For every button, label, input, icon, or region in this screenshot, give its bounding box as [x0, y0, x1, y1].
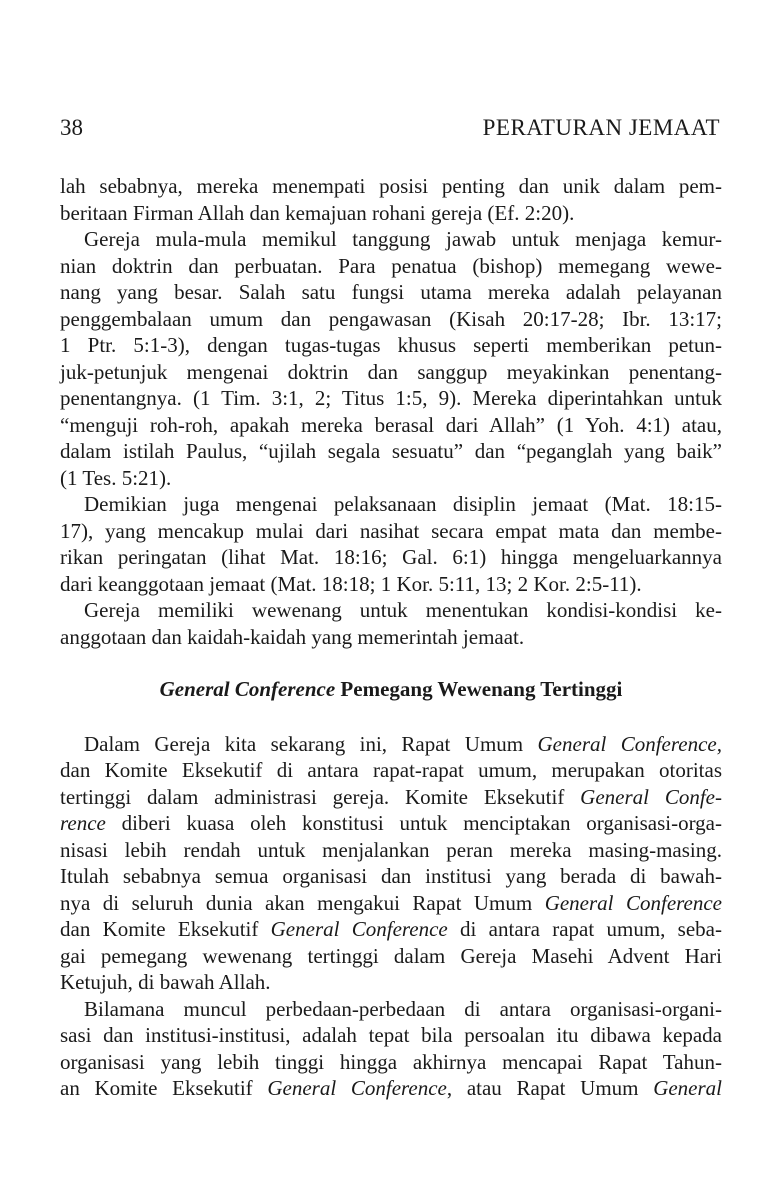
text-run: nya di seluruh dunia akan mengakui Rapat Umum	[60, 890, 545, 915]
italic-run: rence	[60, 811, 106, 835]
text-line: 17), yang mencakup mulai dari nasihat secara empat mata dan membe-	[60, 518, 722, 543]
spacer	[60, 650, 722, 676]
text-line: dalam istilah Paulus, “ujilah segala sesuatu” dan “peganglah yang baik”	[60, 439, 722, 463]
text-line	[60, 890, 722, 917]
text-line: penggembalaan umum dan pengawasan (Kisah 20:17-28; Ibr. 13:17;	[60, 306, 722, 331]
paragraph	[60, 226, 722, 491]
paragraph	[60, 996, 722, 1102]
text-line: beritaan Firman Allah dan kemajuan rohani gereja (Ef. 2:20).	[60, 200, 575, 225]
text-line: juk-petunjuk mengenai doktrin dan sanggup meyakinkan penentang-	[60, 359, 722, 384]
text-line: gai pemegang wewenang tertinggi dalam Gereja Masehi Advent Hari	[60, 943, 722, 968]
body-text	[60, 173, 722, 1102]
heading-rest: Pemegang Wewenang Tertinggi	[335, 677, 623, 701]
text-line: nian doktrin dan perbuatan. Para penatua (bishop) memegang wewe-	[60, 253, 722, 278]
text-line	[60, 1075, 722, 1102]
spacer	[60, 703, 722, 731]
text-line: Gereja memiliki wewenang untuk menentukan kondisi-kondisi ke-	[84, 598, 722, 622]
paragraph	[60, 731, 722, 996]
text-line: organisasi yang lebih tinggi hingga akhirnya mencapai Rapat Tahun-	[60, 1049, 722, 1074]
italic-run: General Conference	[270, 917, 448, 941]
text-line: Gereja mula-mula memikul tanggung jawab untuk menjaga kemur-	[84, 227, 722, 251]
text-line	[60, 916, 722, 943]
text-line: penentangnya. (1 Tim. 3:1, 2; Titus 1:5, 9). Mereka diperintahkan untuk	[60, 386, 722, 410]
italic-run: General Conference	[267, 1076, 447, 1100]
running-title: PERATURAN JEMAAT	[482, 115, 720, 140]
text-line	[60, 784, 722, 811]
page-number: 38	[60, 115, 83, 140]
italic-run: General	[653, 1076, 723, 1100]
text-run: Dalam Gereja kita sekarang ini, Rapat Umum	[84, 731, 538, 756]
heading-italic-part: General Conference	[159, 677, 336, 701]
text-line	[60, 810, 722, 837]
text-line	[60, 731, 722, 758]
text-line: Bilamana muncul perbedaan-perbedaan di antara organisasi-organi-	[84, 996, 722, 1021]
text-run: an Komite Eksekutif	[60, 1076, 268, 1100]
paragraph	[60, 491, 722, 597]
text-line: Ketujuh, di bawah Allah.	[60, 970, 271, 994]
italic-run: General Conference,	[537, 731, 722, 756]
text-line: anggotaan dan kaidah-kaidah yang memerintah jemaat.	[60, 624, 525, 649]
text-run: , atau Rapat Umum	[446, 1076, 654, 1100]
text-line: rikan peringatan (lihat Mat. 18:16; Gal. 6:1) hingga mengeluarkannya	[60, 545, 722, 569]
text-line: sasi dan institusi-institusi, adalah tepat bila persoalan itu dibawa kepada	[60, 1023, 722, 1047]
text-run: diberi kuasa oleh konstitusi untuk menciptakan organisasi-orga-	[105, 811, 722, 835]
text-line: dan Komite Eksekutif di antara rapat-rapat umum, merupakan otoritas	[60, 758, 722, 782]
text-run: di antara rapat umum, seba-	[447, 917, 722, 941]
paragraph	[60, 597, 722, 650]
text-line: nang yang besar. Salah satu fungsi utama mereka adalah pelayanan	[60, 280, 722, 304]
text-line: 1 Ptr. 5:1-3), dengan tugas-tugas khusus seperti memberikan petun-	[60, 333, 722, 357]
italic-run: General Conference	[544, 890, 722, 915]
text-line: Demikian juga mengenai pelaksanaan disiplin jemaat (Mat. 18:15-	[84, 492, 722, 516]
text-run: tertinggi dalam administrasi gereja. Komite Eksekutif	[60, 784, 581, 809]
text-run: dan Komite Eksekutif	[60, 917, 271, 941]
text-line: dari keanggotaan jemaat (Mat. 18:18; 1 Kor. 5:11, 13; 2 Kor. 2:5-11).	[60, 571, 642, 596]
italic-run: General Confe-	[580, 784, 722, 809]
text-line: lah sebabnya, mereka menempati posisi penting dan unik dalam pem-	[60, 174, 722, 198]
text-line: Itulah sebabnya semua organisasi dan institusi yang berada di bawah-	[60, 864, 722, 888]
text-line: nisasi lebih rendah untuk menjalankan peran mereka masing-masing.	[60, 837, 722, 862]
text-line: (1 Tes. 5:21).	[60, 465, 172, 490]
text-line: “menguji roh-roh, apakah mereka berasal dari Allah” (1 Yoh. 4:1) atau,	[60, 412, 722, 437]
paragraph	[60, 173, 722, 226]
section-heading	[60, 676, 722, 703]
